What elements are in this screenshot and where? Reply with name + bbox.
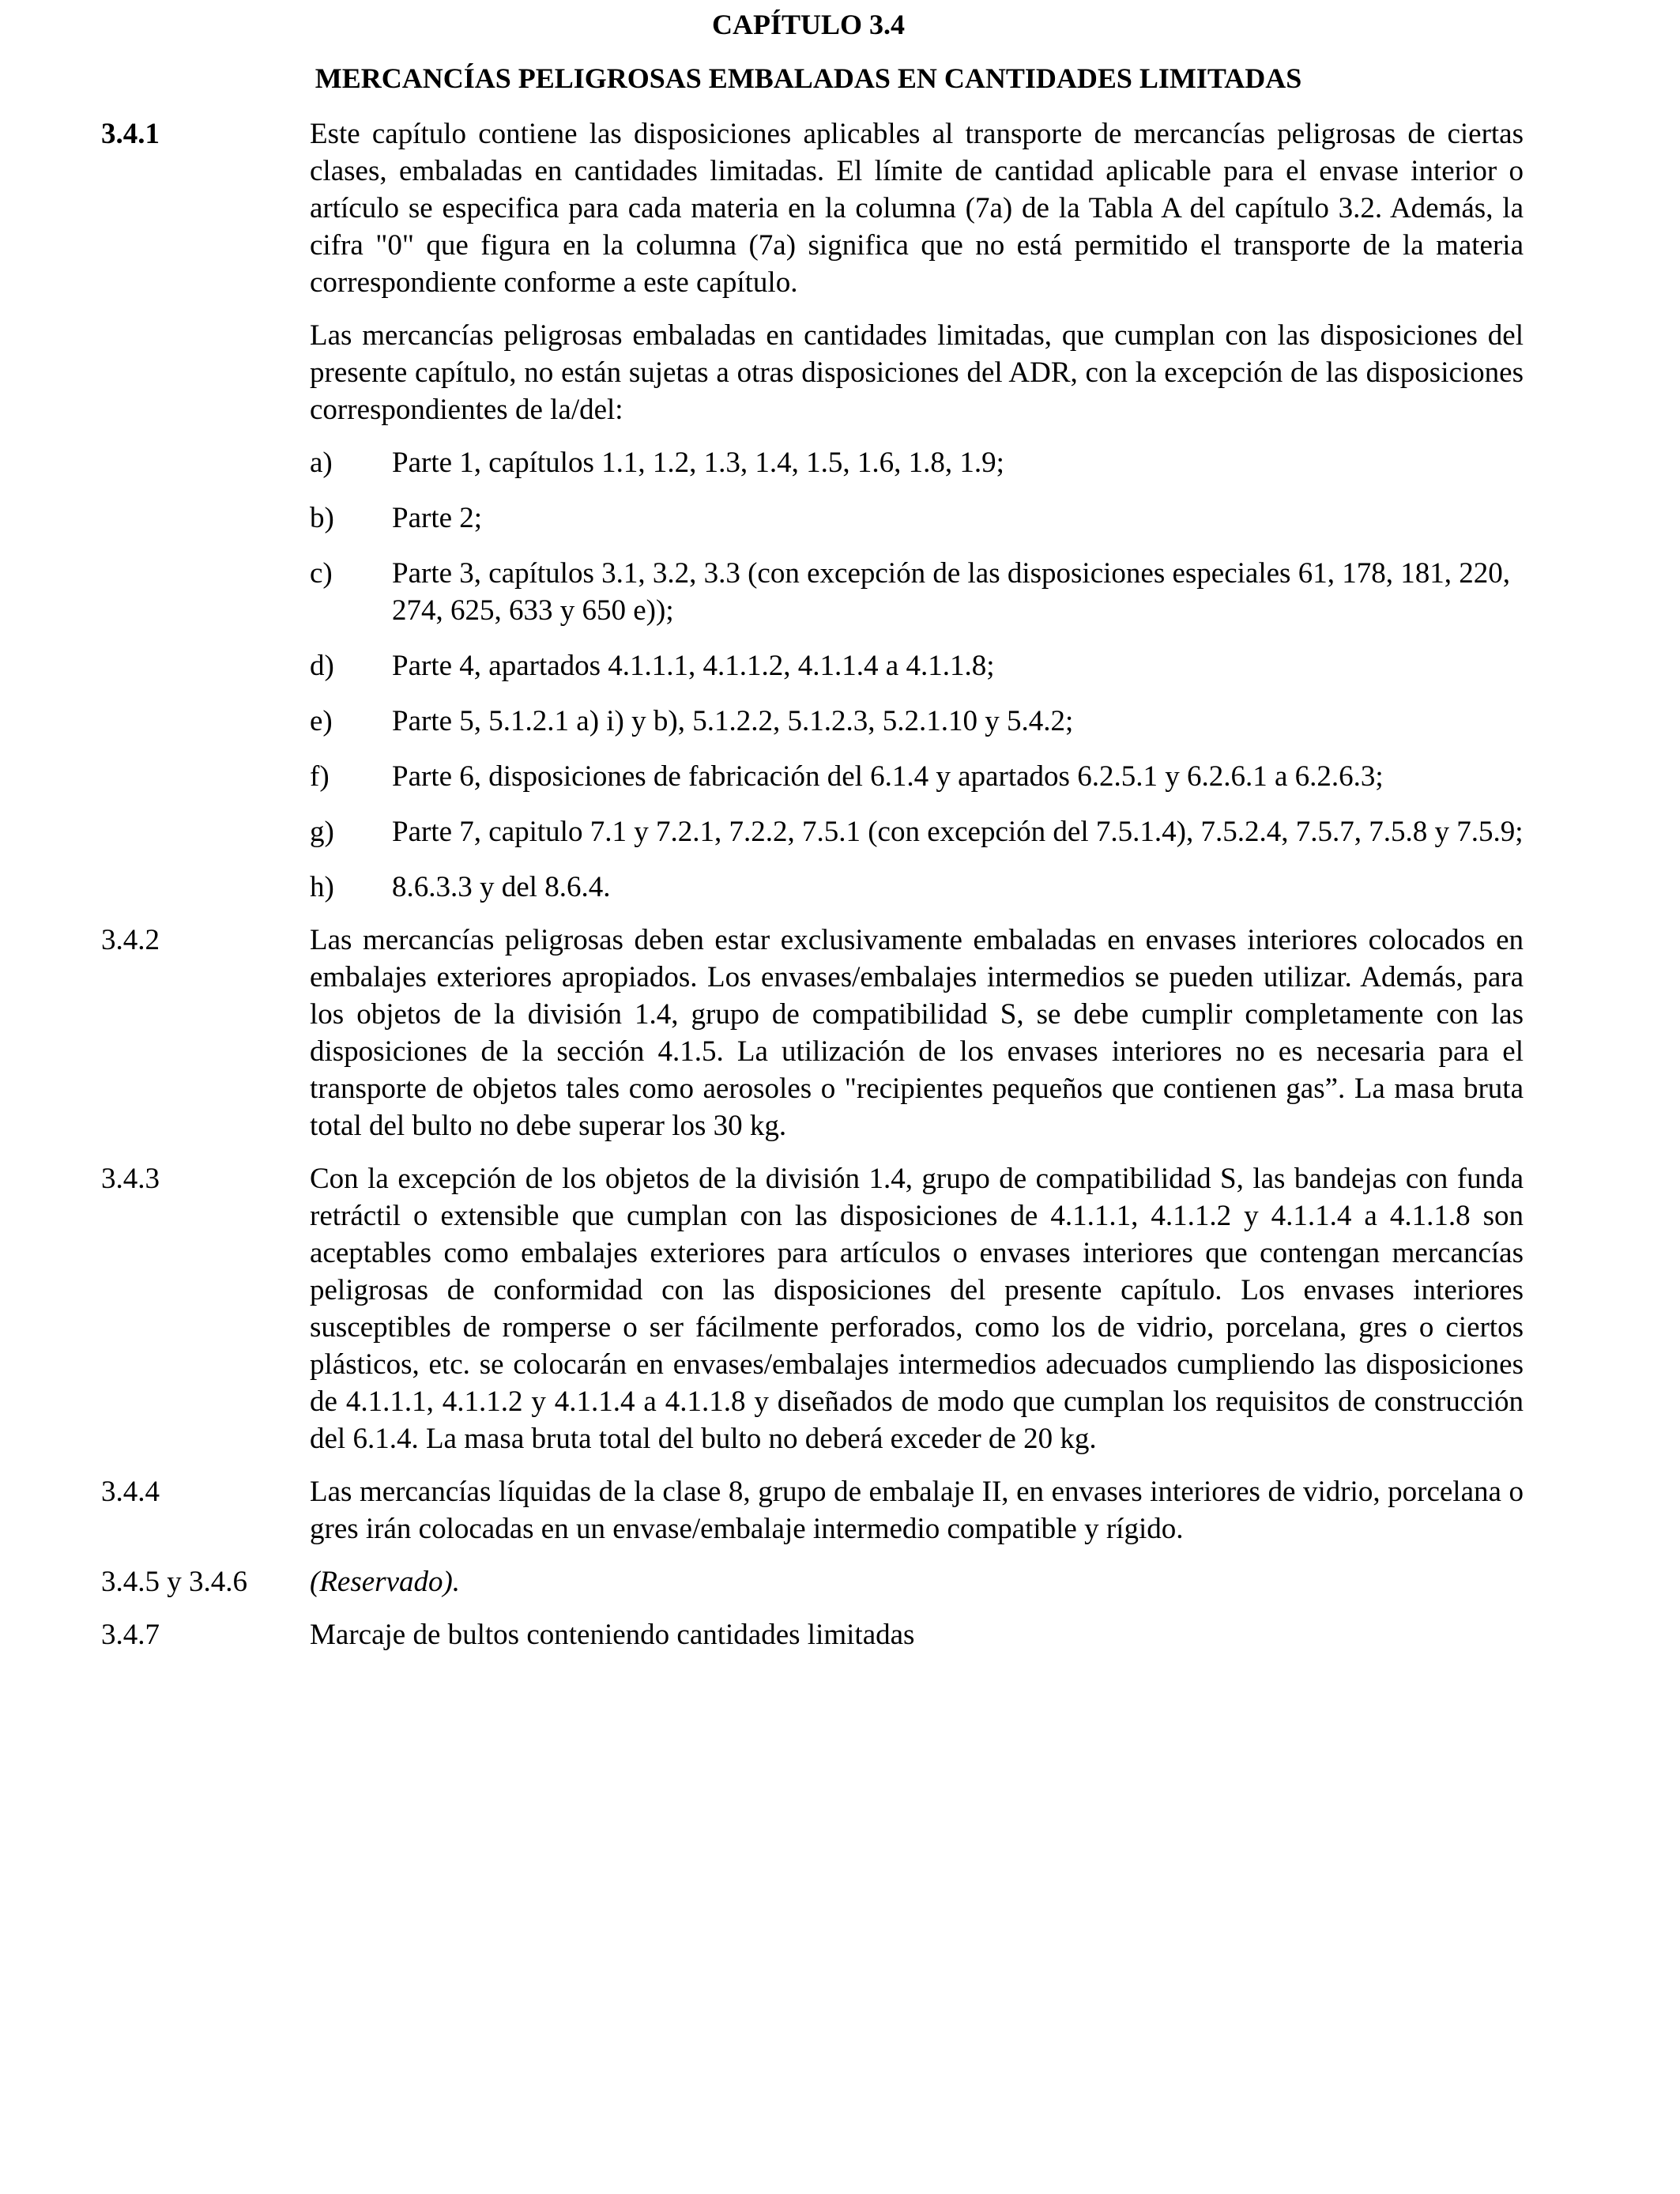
- exceptions-list: [310, 444, 1524, 906]
- list-text: Parte 3, capítulos 3.1, 3.2, 3.3 (con excepción de las disposiciones especiales 61, 178, 181, 220, 274, 625, 633 y 650 e));: [392, 557, 1510, 627]
- section-body: [310, 1616, 1524, 1653]
- reserved-note: (Reservado).: [310, 1566, 461, 1598]
- paragraph: Las mercancías peligrosas deben estar exclusivamente embaladas en envases interiores colocados en embalajes exteriores apropiados. Los envases/embalajes intermedios se pueden utilizar. Además, para los objetos de la división 1.4, grupo de compatibilidad S, se debe cumplir completamente con las disposiciones de la sección 4.1.5. La utilización de los envases interiores no es necesaria para el transporte de objetos tales como aerosoles o "recipientes pequeños que contienen gas”. La masa bruta total del bulto no debe superar los 30 kg.: [310, 924, 1524, 1142]
- list-letter: b): [310, 502, 334, 534]
- chapter-number: CAPÍTULO 3.4: [711, 9, 906, 40]
- list-item: [310, 813, 1524, 850]
- list-item: [310, 499, 1524, 537]
- list-item: [310, 758, 1524, 795]
- list-item: [310, 647, 1524, 684]
- section-3-4-4: [101, 1473, 1524, 1547]
- section-body: [310, 1160, 1524, 1457]
- section-body: [310, 1473, 1524, 1547]
- list-letter: c): [310, 557, 333, 590]
- list-text: Parte 2;: [392, 502, 483, 534]
- section-heading: Marcaje de bultos conteniendo cantidades limitadas: [310, 1619, 915, 1651]
- chapter-title: MERCANCÍAS PELIGROSAS EMBALADAS EN CANTIDADES LIMITADAS: [315, 62, 1302, 94]
- list-text: Parte 4, apartados 4.1.1.1, 4.1.1.2, 4.1.1.4 a 4.1.1.8;: [392, 650, 995, 682]
- section-body: [310, 922, 1524, 1144]
- list-letter: d): [310, 650, 334, 682]
- list-letter: a): [310, 447, 333, 479]
- section-number: 3.4.1: [101, 118, 160, 150]
- paragraph: Las mercancías peligrosas embaladas en cantidades limitadas, que cumplan con las disposiciones del presente capítulo, no están sujetas a otras disposiciones del ADR, con la excepción de las disposiciones correspondientes de la/del:: [310, 319, 1524, 426]
- section-3-4-2: [101, 922, 1524, 1144]
- section-body: [310, 115, 1524, 906]
- section-number: 3.4.3: [101, 1163, 160, 1195]
- list-text: Parte 5, 5.1.2.1 a) i) y b), 5.1.2.2, 5.1.2.3, 5.2.1.10 y 5.4.2;: [392, 705, 1074, 737]
- section-body: [310, 1563, 1524, 1600]
- section-3-4-5-3-4-6: [101, 1563, 1524, 1600]
- list-letter: f): [310, 760, 330, 793]
- list-item: [310, 444, 1524, 481]
- list-letter: h): [310, 871, 334, 903]
- list-letter: e): [310, 705, 333, 737]
- section-number: 3.4.5 y 3.4.6: [101, 1566, 247, 1598]
- list-text: Parte 7, capitulo 7.1 y 7.2.1, 7.2.2, 7.5.1 (con excepción del 7.5.1.4), 7.5.2.4, 7.5.7, 7.5.8 y 7.5.9;: [392, 816, 1524, 848]
- list-letter: g): [310, 816, 334, 848]
- section-3-4-7: [101, 1616, 1524, 1653]
- section-3-4-1: [101, 115, 1524, 906]
- paragraph: Las mercancías líquidas de la clase 8, grupo de embalaje II, en envases interiores de vidrio, porcelana o gres irán colocadas en un envase/embalaje intermedio compatible y rígido.: [310, 1476, 1524, 1545]
- document-body: [101, 115, 1524, 1669]
- section-3-4-3: [101, 1160, 1524, 1457]
- list-text: Parte 1, capítulos 1.1, 1.2, 1.3, 1.4, 1.5, 1.6, 1.8, 1.9;: [392, 447, 1004, 479]
- paragraph: Este capítulo contiene las disposiciones aplicables al transporte de mercancías peligrosas de ciertas clases, embaladas en cantidades limitadas. El límite de cantidad aplicable para el envase interior o artículo se especifica para cada materia en la columna (7a) de la Tabla A del capítulo 3.2. Además, la cifra "0" que figura en la columna (7a) significa que no está permitido el transporte de la materia correspondiente conforme a este capítulo.: [310, 118, 1524, 299]
- list-item: [310, 869, 1524, 906]
- list-text: 8.6.3.3 y del 8.6.4.: [392, 871, 611, 903]
- section-number: 3.4.4: [101, 1476, 160, 1508]
- paragraph: Con la excepción de los objetos de la división 1.4, grupo de compatibilidad S, las bandejas con funda retráctil o extensible que cumplan con las disposiciones de 4.1.1.1, 4.1.1.2 y 4.1.1.4 a 4.1.1.8 son aceptables como embalajes exteriores para artículos o envases interiores que contengan mercancías peligrosas de conformidad con las disposiciones del presente capítulo. Los envases interiores susceptibles de romperse o ser fácilmente perforados, como los de vidrio, porcelana, gres o ciertos plásticos, etc. se colocarán en envases/embalajes intermedios adecuados cumpliendo las disposiciones de 4.1.1.1, 4.1.1.2 y 4.1.1.4 a 4.1.1.8 y diseñados de modo que cumplan los requisitos de construcción del 6.1.4. La masa bruta total del bulto no deberá exceder de 20 kg.: [310, 1163, 1524, 1455]
- list-item: [310, 703, 1524, 740]
- list-text: Parte 6, disposiciones de fabricación del 6.1.4 y apartados 6.2.5.1 y 6.2.6.1 a 6.2.6.3;: [392, 760, 1384, 793]
- list-item: [310, 555, 1524, 629]
- section-number: 3.4.7: [101, 1619, 160, 1651]
- section-number: 3.4.2: [101, 924, 160, 956]
